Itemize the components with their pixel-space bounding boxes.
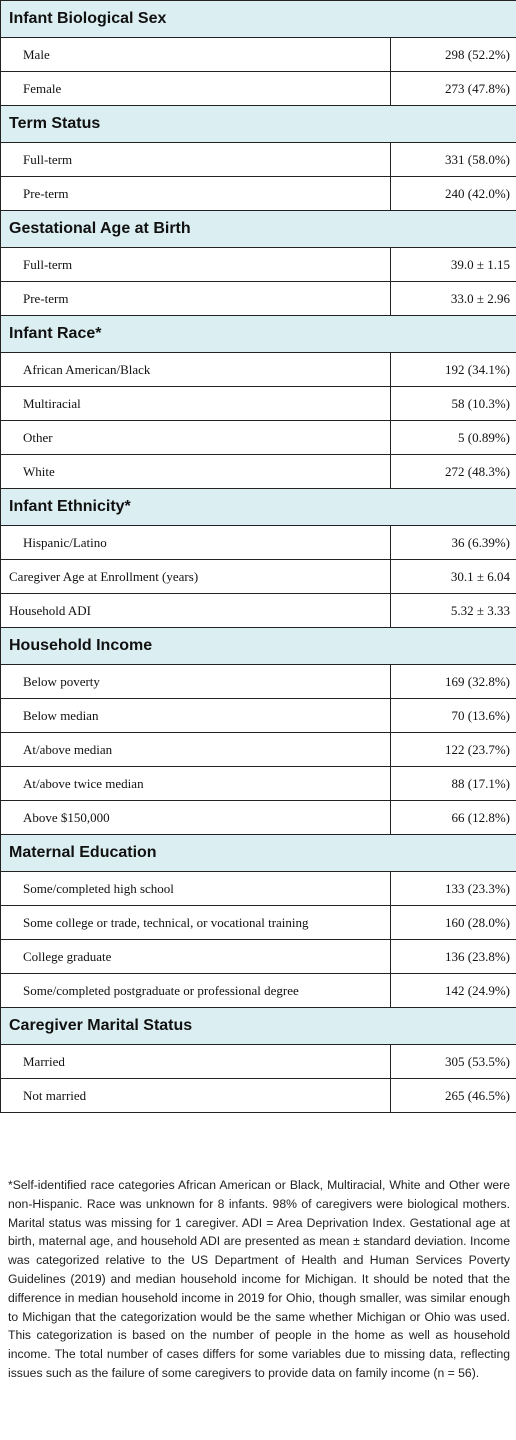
table-row <box>1 940 516 974</box>
row-label: Household ADI <box>1 594 391 628</box>
table-row <box>1 560 516 594</box>
row-label: African American/Black <box>1 353 391 387</box>
section-header: Household Income <box>1 628 516 665</box>
table-row <box>1 143 516 177</box>
section-header: Gestational Age at Birth <box>1 211 516 248</box>
row-label: White <box>1 455 391 489</box>
row-value: 30.1 ± 6.04 <box>391 560 516 594</box>
row-label: Some/completed high school <box>1 872 391 906</box>
section-header-row <box>1 628 516 665</box>
row-label: Married <box>1 1045 391 1079</box>
row-value: 36 (6.39%) <box>391 526 516 560</box>
table-row <box>1 801 516 835</box>
row-value: 122 (23.7%) <box>391 733 516 767</box>
table-row <box>1 248 516 282</box>
section-header-row <box>1 211 516 248</box>
section-header: Term Status <box>1 106 516 143</box>
row-label: At/above twice median <box>1 767 391 801</box>
row-value: 136 (23.8%) <box>391 940 516 974</box>
table-row <box>1 72 516 106</box>
row-label: Other <box>1 421 391 455</box>
row-value: 192 (34.1%) <box>391 353 516 387</box>
row-value: 5.32 ± 3.33 <box>391 594 516 628</box>
section-header-row <box>1 1008 516 1045</box>
table-row <box>1 594 516 628</box>
table-row <box>1 767 516 801</box>
row-label: Above $150,000 <box>1 801 391 835</box>
row-value: 88 (17.1%) <box>391 767 516 801</box>
table-row <box>1 387 516 421</box>
row-value: 265 (46.5%) <box>391 1079 516 1113</box>
table-row <box>1 733 516 767</box>
row-value: 273 (47.8%) <box>391 72 516 106</box>
row-label: Caregiver Age at Enrollment (years) <box>1 560 391 594</box>
row-value: 331 (58.0%) <box>391 143 516 177</box>
table-row <box>1 699 516 733</box>
row-value: 169 (32.8%) <box>391 665 516 699</box>
row-label: Pre-term <box>1 282 391 316</box>
row-label: Pre-term <box>1 177 391 211</box>
row-label: College graduate <box>1 940 391 974</box>
row-value: 58 (10.3%) <box>391 387 516 421</box>
row-label: Multiracial <box>1 387 391 421</box>
section-header: Caregiver Marital Status <box>1 1008 516 1045</box>
row-value: 272 (48.3%) <box>391 455 516 489</box>
row-value: 298 (52.2%) <box>391 38 516 72</box>
section-header-row <box>1 316 516 353</box>
section-header: Infant Biological Sex <box>1 1 516 38</box>
table-row <box>1 38 516 72</box>
row-value: 66 (12.8%) <box>391 801 516 835</box>
row-value: 133 (23.3%) <box>391 872 516 906</box>
table-row <box>1 353 516 387</box>
row-value: 70 (13.6%) <box>391 699 516 733</box>
row-label: Hispanic/Latino <box>1 526 391 560</box>
table-footnote: *Self-identified race categories African American or Black, Multiracial, White and Other were non-Hispanic. Race was unknown for 8 infants. 98% of caregivers were biological mothers. Marital status was missing for 1 caregiver. ADI = Area Deprivation Index. Gestational age at birth, maternal age, and household ADI are presented as mean ± standard deviation. Income was categorized relative to the US Department of Health and Human Services Poverty Guidelines (2019) and median household income for Michigan. It should be noted that the difference in median household income in 2019 for Ohio, though smaller, was similar enough to Michigan that the categorization would be the same whether Michigan or Ohio was used. This categorization is based on the number of people in the home as well as household income. The total number of cases differs for some variables due to missing data, reflecting issues such as the failure of some caregivers to provide data on family income (n = 56). <box>8 1178 510 1380</box>
row-value: 39.0 ± 1.15 <box>391 248 516 282</box>
row-value: 142 (24.9%) <box>391 974 516 1008</box>
table-row <box>1 282 516 316</box>
row-label: Full-term <box>1 143 391 177</box>
section-header: Infant Ethnicity* <box>1 489 516 526</box>
section-header-row <box>1 1 516 38</box>
section-header: Infant Race* <box>1 316 516 353</box>
table-row <box>1 421 516 455</box>
section-header-row <box>1 835 516 872</box>
row-label: Below median <box>1 699 391 733</box>
table-row <box>1 177 516 211</box>
row-label: At/above median <box>1 733 391 767</box>
table-body <box>1 1 516 1113</box>
row-value: 240 (42.0%) <box>391 177 516 211</box>
table-row <box>1 974 516 1008</box>
row-value: 5 (0.89%) <box>391 421 516 455</box>
row-value: 305 (53.5%) <box>391 1045 516 1079</box>
row-label: Male <box>1 38 391 72</box>
row-label: Not married <box>1 1079 391 1113</box>
row-label: Some/completed postgraduate or professional degree <box>1 974 391 1008</box>
row-label: Full-term <box>1 248 391 282</box>
table-row <box>1 526 516 560</box>
row-label: Below poverty <box>1 665 391 699</box>
section-header: Maternal Education <box>1 835 516 872</box>
table-row <box>1 455 516 489</box>
table-row <box>1 906 516 940</box>
row-label: Some college or trade, technical, or vocational training <box>1 906 391 940</box>
row-value: 33.0 ± 2.96 <box>391 282 516 316</box>
table-row <box>1 665 516 699</box>
section-header-row <box>1 106 516 143</box>
row-label: Female <box>1 72 391 106</box>
table-row <box>1 1045 516 1079</box>
table-row <box>1 872 516 906</box>
section-header-row <box>1 489 516 526</box>
row-value: 160 (28.0%) <box>391 906 516 940</box>
table-row <box>1 1079 516 1113</box>
